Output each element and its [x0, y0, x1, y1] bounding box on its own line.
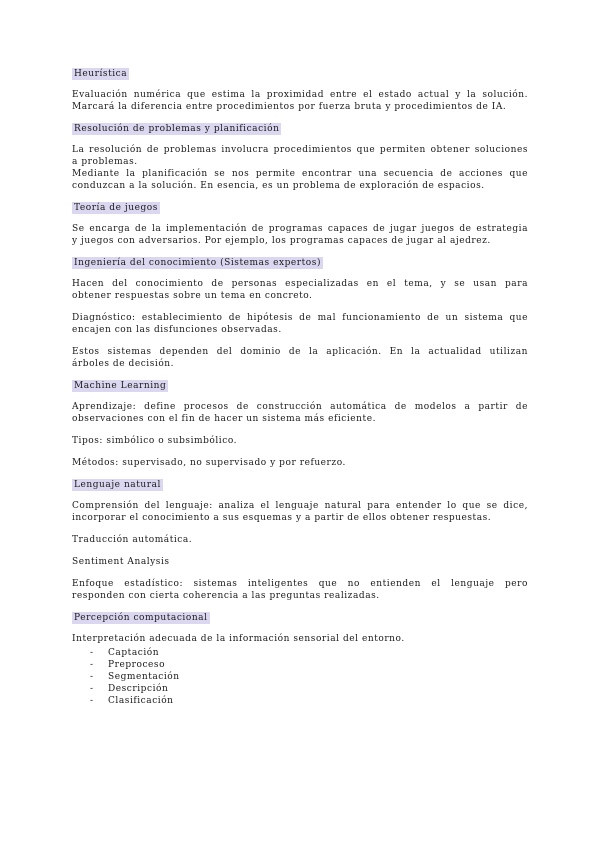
list-item-text: Captación [108, 648, 160, 658]
text-line: Comprensión del lenguaje: analiza el lenguaje natural para entender lo que se dice, [72, 501, 528, 511]
list-item-text: Segmentación [108, 672, 180, 682]
text-line: La resolución de problemas involucra procedimientos que permiten obtener soluciones [72, 145, 528, 155]
text-line: Se encarga de la implementación de programas capaces de jugar juegos de estrategia [72, 224, 528, 234]
section-lenguaje-natural [72, 479, 528, 602]
heading-ingenieria: Ingeniería del conocimiento (Sistemas expertos) [74, 258, 321, 268]
dash-bullet-icon: - [90, 684, 94, 694]
text-line: Aprendizaje: define procesos de construcción automática de modelos a partir de [72, 402, 528, 412]
section-teoria-juegos [72, 202, 528, 247]
text-line: obtener respuestas sobre un tema en concreto. [72, 291, 313, 301]
text-line: Marcará la diferencia entre procedimientos por fuerza bruta y procedimientos de IA. [72, 102, 507, 112]
paragraph [72, 401, 528, 425]
dash-bullet-icon: - [90, 660, 94, 670]
heading-lenguaje-natural: Lenguaje natural [74, 480, 161, 490]
paragraph [72, 500, 528, 524]
text-line: a problemas. [72, 157, 138, 167]
list-item [90, 671, 528, 683]
list-item [90, 659, 528, 671]
section-machine-learning [72, 380, 528, 469]
paragraph [72, 89, 528, 113]
subheading-sentiment-analysis: Sentiment Analysis [72, 557, 170, 567]
text-line: responden con cierta coherencia a las preguntas realizadas. [72, 591, 380, 601]
list-item-text: Clasificación [108, 696, 174, 706]
list-item [90, 695, 528, 707]
paragraph [72, 278, 528, 302]
section-resolucion [72, 123, 528, 192]
paragraph [72, 534, 528, 546]
dash-bullet-icon: - [90, 672, 94, 682]
text-line: incorporar el conocimiento a sus esquemas y a partir de ellos obtener respuestas. [72, 513, 492, 523]
text-line: Traducción automática. [72, 535, 193, 545]
list-item-text: Descripción [108, 684, 169, 694]
text-line: conduzcan a la solución. En esencia, es un problema de exploración de espacios. [72, 181, 485, 191]
dash-bullet-icon: - [90, 648, 94, 658]
text-line: árboles de decisión. [72, 359, 175, 369]
paragraph [72, 223, 528, 247]
heading-machine-learning: Machine Learning [74, 381, 167, 391]
heading-percepcion: Percepción computacional [74, 613, 208, 623]
paragraph [72, 312, 528, 336]
text-line: encajen con las disfunciones observadas. [72, 325, 282, 335]
paragraph [72, 457, 528, 469]
heading-resolucion: Resolución de problemas y planificación [74, 124, 280, 134]
bullet-list [72, 647, 528, 707]
dash-bullet-icon: - [90, 696, 94, 706]
text-line: Estos sistemas dependen del dominio de la aplicación. En la actualidad utilizan [72, 347, 528, 357]
paragraph [72, 578, 528, 602]
heading-heuristica: Heurística [74, 69, 128, 79]
text-line: Enfoque estadístico: sistemas inteligentes que no entienden el lenguaje pero [72, 579, 528, 589]
list-item [90, 683, 528, 695]
text-line: y juegos con adversarios. Por ejemplo, los programas capaces de jugar al ajedrez. [72, 236, 491, 246]
paragraph [72, 346, 528, 370]
section-heuristica [72, 68, 528, 113]
text-line: Evaluación numérica que estima la proximidad entre el estado actual y la solución. [72, 90, 528, 100]
paragraph [72, 633, 528, 645]
list-item-text: Preproceso [108, 660, 166, 670]
text-line: Mediante la planificación se nos permite encontrar una secuencia de acciones que [72, 169, 528, 179]
section-ingenieria [72, 257, 528, 370]
text-line: Diagnóstico: establecimiento de hipótesis de mal funcionamiento de un sistema que [72, 313, 528, 323]
text-line: Hacen del conocimiento de personas especializadas en el tema, y se usan para [72, 279, 528, 289]
text-line: Tipos: simbólico o subsimbólico. [72, 436, 238, 446]
paragraph [72, 556, 528, 568]
text-line: observaciones con el fin de hacer un sistema más eficiente. [72, 414, 376, 424]
paragraph [72, 144, 528, 192]
section-percepcion [72, 612, 528, 707]
paragraph [72, 435, 528, 447]
text-line: Métodos: supervisado, no supervisado y por refuerzo. [72, 458, 346, 468]
list-item [90, 647, 528, 659]
heading-teoria-juegos: Teoría de juegos [74, 203, 158, 213]
text-line: Interpretación adecuada de la información sensorial del entorno. [72, 634, 405, 644]
